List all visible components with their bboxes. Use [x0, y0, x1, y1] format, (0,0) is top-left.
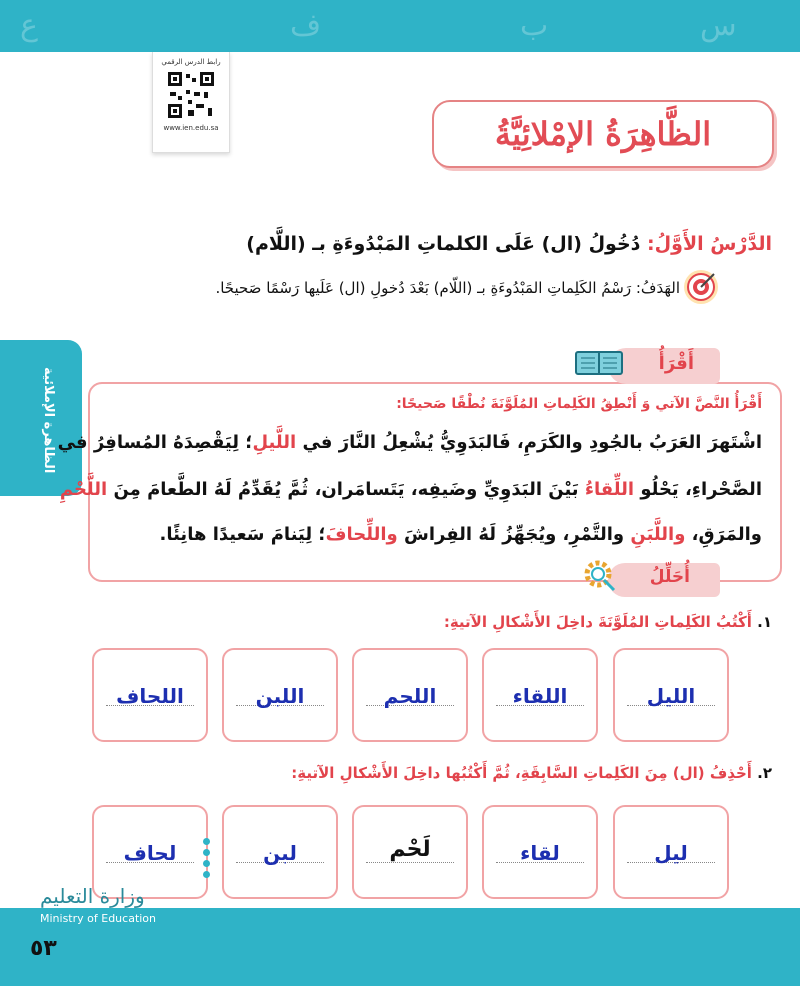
passage-text: ؛ لِيَقْصِدَهُ المُسافِرُ في: [57, 432, 253, 453]
target-icon: [684, 270, 718, 304]
answer-text: لَحْم: [389, 837, 431, 862]
answer-text: اللبن: [255, 684, 305, 708]
header-band: ع ف ب س: [0, 0, 800, 52]
decorative-dots: [200, 838, 210, 882]
qr-card[interactable]: [152, 52, 230, 153]
question-text: أَكْتُبُ الكَلِماتِ المُلَوَّنَةَ داخِلَ الأَشْكالِ الآتيةِ:: [443, 613, 758, 631]
answer-text: لقاء: [520, 841, 560, 865]
answer-text: لحاف: [123, 841, 177, 865]
answer-line: [366, 862, 454, 863]
answer-box[interactable]: [613, 648, 729, 742]
answer-box[interactable]: [613, 805, 729, 899]
qr-url[interactable]: www.ien.edu.sa: [163, 124, 219, 132]
title-banner: [432, 100, 774, 168]
answer-text: لبن: [263, 841, 297, 865]
passage-text: بَيْنَ البَدَوِيِّ وضَيفِه، يَتَسامَران، ثُمَّ يُقَدِّمُ لَهُ الطَّعامَ مِنَ: [107, 479, 585, 500]
highlight-word: اللِّقاءُ: [584, 479, 635, 500]
answer-text: الليل: [646, 684, 696, 708]
ministry-logo-text-en: Ministry of Education: [40, 912, 157, 925]
answer-text: اللحاف: [116, 684, 184, 708]
question-number: ١.: [757, 613, 772, 631]
answer-box[interactable]: [222, 648, 338, 742]
passage-text: ؛ لِيَنامَ سَعيدًا هانِئًا.: [159, 524, 326, 545]
answer-box[interactable]: [482, 805, 598, 899]
passage-text: اشْتَهرَ العَرَبُ بالجُودِ والكَرَمِ، فَالبَدَوِيُّ يُشْعِلُ النَّارَ في: [296, 432, 762, 453]
passage-line-2: [59, 479, 762, 500]
highlight-word: اللَّيلِ: [252, 432, 297, 453]
read-tag-label: أَقْرَأُ: [658, 353, 694, 374]
solve-tag-label: أُحَلِّلُ: [649, 567, 690, 587]
answer-box[interactable]: [222, 805, 338, 899]
question-text: أَحْذِفُ (ال) مِنَ الكَلِماتِ السَّابِقَةِ، ثُمَّ أَكْتُبُها داخِلَ الأَشْكالِ الآتيةِ:: [291, 764, 758, 782]
page-title: الظَّاهِرَةُ الإمْلائِيَّةُ: [494, 115, 712, 153]
answer-box[interactable]: [352, 648, 468, 742]
answer-text: ليل: [654, 841, 688, 865]
passage-text: والتَّمْرِ، ويُجَهِّزُ لَهُ الفِراشَ: [397, 524, 631, 545]
passage-line-1: [57, 432, 762, 453]
side-tab-label: الظاهرة الإملائية: [41, 366, 56, 474]
answer-text: اللحم: [383, 684, 437, 708]
passage-text: والمَرَقِ،: [685, 524, 762, 545]
qr-caption: رابط الدرس الرقمي: [161, 58, 221, 66]
answer-box[interactable]: [92, 648, 208, 742]
passage-line-3: [62, 524, 762, 545]
gear-search-icon: [582, 558, 618, 594]
page-number: ٥٣: [30, 936, 57, 961]
highlight-word: واللِّحافَ: [325, 524, 398, 545]
lesson-label: الدَّرْسُ الأَوَّلُ:: [647, 233, 772, 255]
question-number: ٢.: [757, 764, 772, 782]
passage-text: الصَّحْراءِ، يَحْلُو: [634, 479, 762, 500]
lesson-text: دُخُولُ (ال) عَلَى الكلماتِ المَبْدُوءَةِ بـ (اللَّام): [246, 233, 648, 255]
book-icon: [574, 348, 624, 378]
answer-box[interactable]: [482, 648, 598, 742]
lesson-goal: الهَدَفُ: رَسْمُ الكَلِماتِ المَبْدُوءَةِ بـ (اللّام) بَعْدَ دُخولِ (ال) عَلَيها رَسْمًا صَحيحًا.: [215, 279, 680, 297]
answer-box[interactable]: [352, 805, 468, 899]
qr-code-icon[interactable]: [166, 70, 216, 120]
highlight-word: واللَّبَنِ: [630, 524, 686, 545]
highlight-word: اللَّحْمِ: [59, 479, 108, 500]
question-2: [291, 764, 772, 782]
answer-text: اللقاء: [512, 684, 568, 708]
question-1: [444, 613, 772, 631]
lesson-heading: [246, 233, 772, 255]
ministry-logo-text: وزارة التعليم: [40, 884, 145, 908]
reading-instruction: أَقْرَأُ النَّصَّ الآتي وَ أَنْطِقُ الكَلِماتِ المُلَوَّنَةَ نُطْقًا صَحيحًا:: [396, 396, 762, 412]
